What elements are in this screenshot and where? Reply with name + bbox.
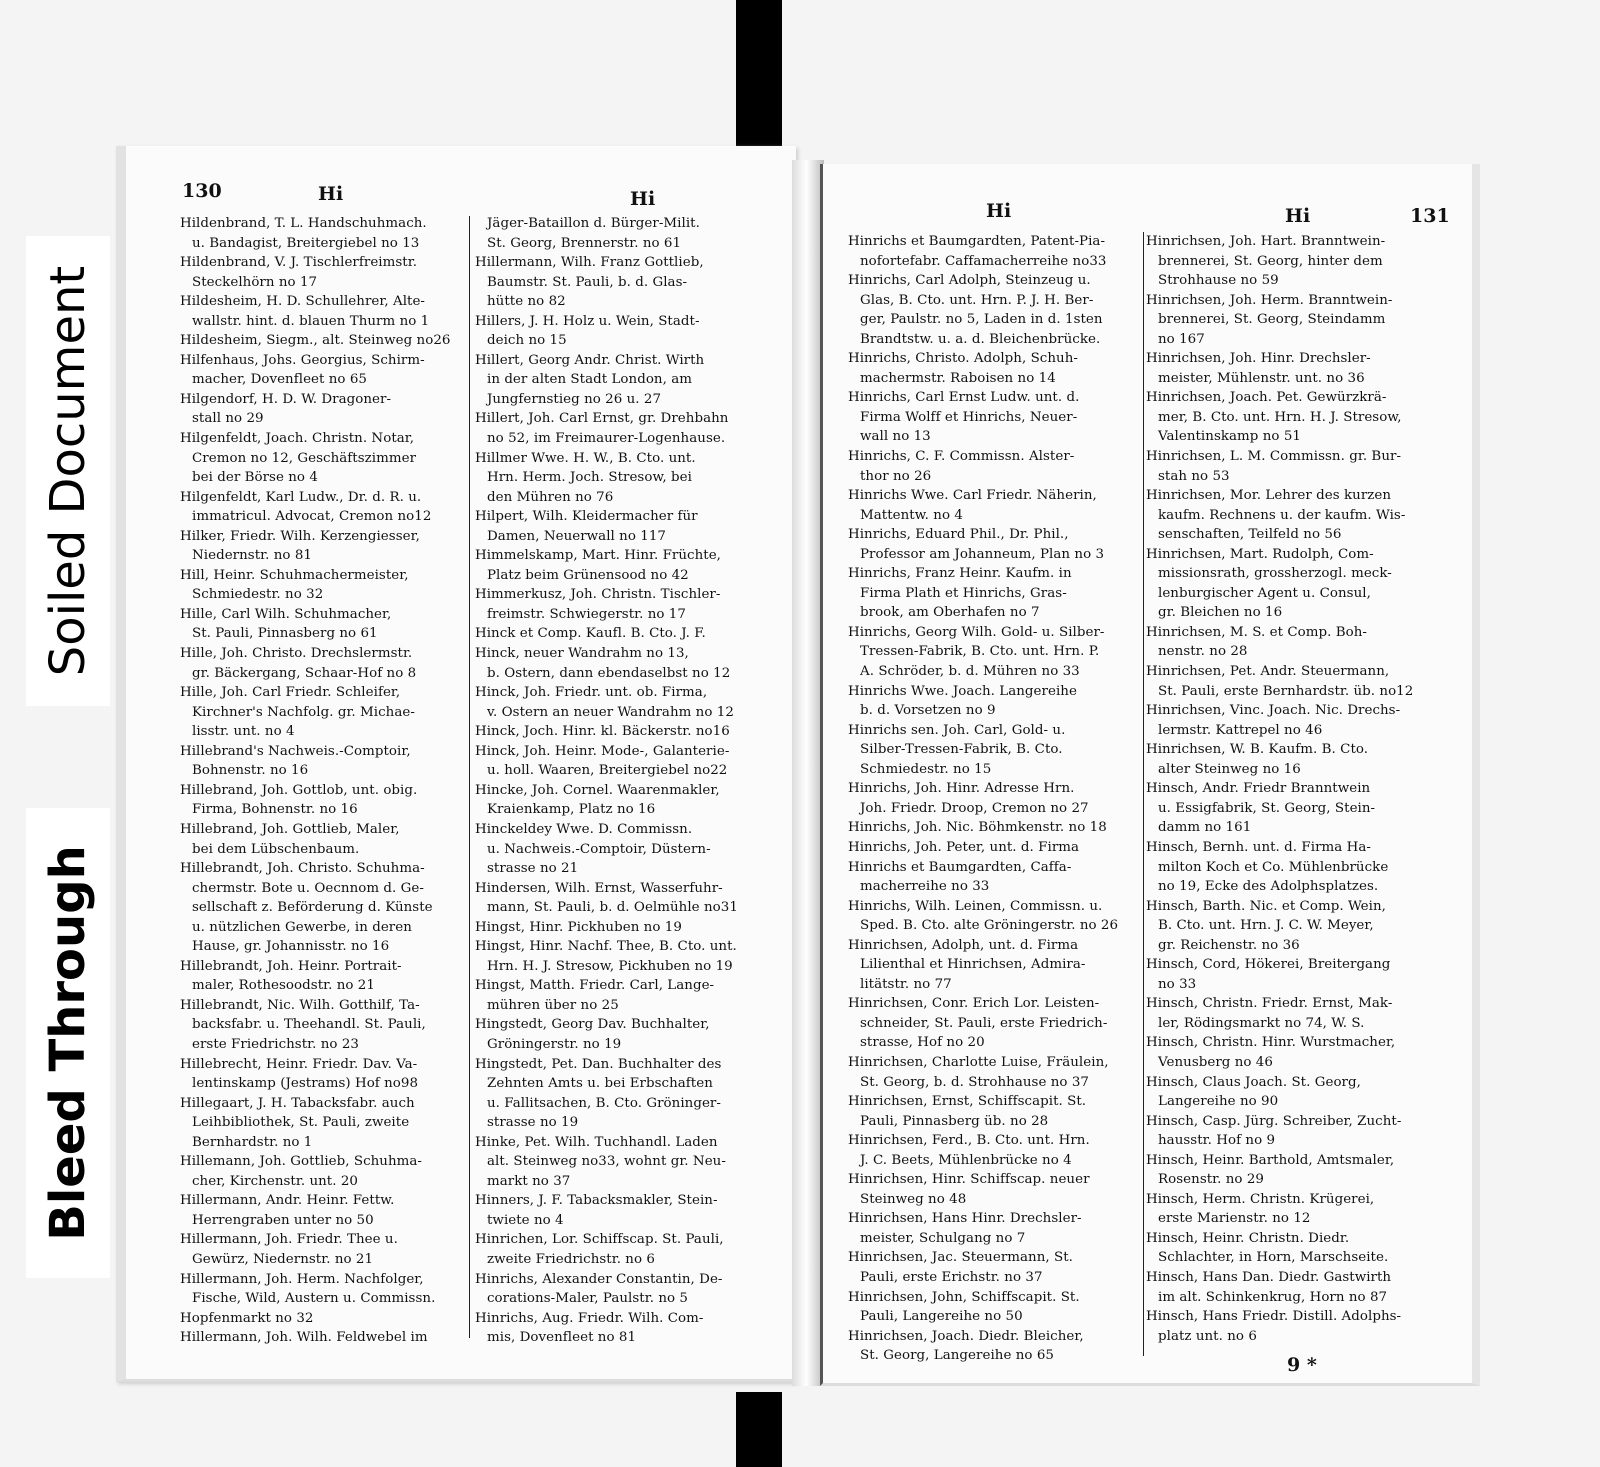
directory-line: hausstr. Hof no 9 <box>1158 1133 1276 1149</box>
directory-line: Himmerkusz, Joh. Christn. Tischler- <box>475 587 721 603</box>
directory-line: J. C. Beets, Mühlenbrücke no 4 <box>860 1152 1072 1168</box>
directory-line: no 167 <box>1158 331 1205 347</box>
directory-line: Schmiedestr. no 15 <box>860 761 992 777</box>
directory-line: Hinsch, Barth. Nic. et Comp. Wein, <box>1146 898 1386 914</box>
directory-line: Hille, Joh. Carl Friedr. Schleifer, <box>180 685 401 701</box>
directory-line: Hinrichs, Christo. Adolph, Schuh- <box>848 351 1078 367</box>
directory-line: Zehnten Amts u. bei Erbschaften <box>487 1076 713 1092</box>
directory-line: Hill, Heinr. Schuhmachermeister, <box>180 567 409 583</box>
directory-line: Hinrichs, Joh. Hinr. Adresse Hrn. <box>848 781 1075 797</box>
directory-line: Hildenbrand, T. L. Handschuhmach. <box>180 216 427 231</box>
directory-line: Hinrichs, Alexander Constantin, De- <box>475 1271 723 1287</box>
directory-line: Mattentw. no 4 <box>860 507 963 523</box>
directory-line: stah no 53 <box>1158 468 1230 484</box>
directory-line: Hincke, Joh. Cornel. Waarenmakler, <box>475 782 720 798</box>
directory-line: Hillmer Wwe. H. W., B. Cto. unt. <box>475 450 696 466</box>
directory-line: Hinsch, Andr. Friedr Branntwein <box>1146 781 1371 797</box>
directory-line: mann, St. Pauli, b. d. Oelmühle no31 <box>487 900 738 916</box>
directory-line: Hillermann, Joh. Wilh. Feldwebel im <box>180 1330 428 1346</box>
directory-line: lentinskamp (Jestrams) Hof no98 <box>192 1076 419 1092</box>
directory-line: Leihbibliothek, St. Pauli, zweite <box>192 1115 410 1131</box>
directory-line: Baumstr. St. Pauli, b. d. Glas- <box>487 274 688 290</box>
directory-line: Hinrichsen, Pet. Andr. Steuermann, <box>1146 664 1390 680</box>
directory-line: Hinrichsen, Hinr. Schiffscap. neuer <box>848 1172 1090 1188</box>
directory-line: Lilienthal et Hinrichsen, Admira- <box>860 957 1086 973</box>
directory-line: Hopfenmarkt no 32 <box>180 1310 314 1326</box>
directory-line: ger, Paulstr. no 5, Laden in d. 1sten <box>860 312 1103 328</box>
directory-line: strasse no 19 <box>487 1115 579 1131</box>
directory-line: macherreihe no 33 <box>860 879 990 895</box>
directory-line: St. Georg, Brennerstr. no 61 <box>487 235 682 251</box>
directory-line: milton Koch et Co. Mühlenbrücke <box>1158 859 1389 875</box>
directory-line: damm no 161 <box>1158 820 1252 836</box>
directory-line: Hinrichs, Carl Adolph, Steinzeug u. <box>848 273 1091 289</box>
directory-line: Firma, Bohnenstr. no 16 <box>192 802 358 818</box>
directory-line: Hinrichsen, M. S. et Comp. Boh- <box>1146 624 1368 640</box>
directory-line: Schmiedestr. no 32 <box>192 587 324 603</box>
directory-line: Hingstedt, Georg Dav. Buchhalter, <box>475 1017 710 1033</box>
directory-line: Damen, Neuerwall no 117 <box>487 528 666 544</box>
directory-line: litätstr. no 77 <box>860 976 952 992</box>
binding-strip-bottom <box>736 1392 782 1467</box>
directory-line: Hinck, Joh. Heinr. Mode-, Galanterie- <box>475 743 730 759</box>
directory-line: schneider, St. Pauli, erste Friedrich- <box>860 1015 1108 1031</box>
directory-line: Jäger-Bataillon d. Bürger-Milit. <box>487 216 700 231</box>
directory-line: nenstr. no 28 <box>1158 644 1248 660</box>
directory-line: corations-Maler, Paulstr. no 5 <box>487 1291 688 1307</box>
right-page-number: 131 <box>1410 205 1450 227</box>
directory-line: Hillebrecht, Heinr. Friedr. Dav. Va- <box>180 1056 418 1072</box>
directory-line: in der alten Stadt London, am <box>487 372 692 388</box>
directory-line: Hinrichsen, Ernst, Schiffscapit. St. <box>848 1094 1087 1110</box>
directory-line: Hinsch, Bernh. unt. d. Firma Ha- <box>1146 839 1371 855</box>
directory-line: strasse, Hof no 20 <box>860 1035 985 1051</box>
directory-line: St. Georg, Langereihe no 65 <box>860 1348 1054 1364</box>
directory-line: Hillegaart, J. H. Tabacksfabr. auch <box>180 1095 415 1111</box>
directory-line: Fische, Wild, Austern u. Commissn. <box>192 1291 436 1307</box>
directory-line: Valentinskamp no 51 <box>1158 429 1301 445</box>
directory-line: Hause, gr. Johannisstr. no 16 <box>192 939 390 955</box>
directory-line: Glas, B. Cto. unt. Hrn. P. J. H. Ber- <box>860 292 1094 308</box>
directory-line: missionsrath, grossherzogl. meck- <box>1158 566 1392 582</box>
directory-line: Hinrichs, Joh. Peter, unt. d. Firma <box>848 839 1080 855</box>
directory-line: Gewürz, Niedernstr. no 21 <box>192 1251 374 1267</box>
directory-line: ler, Rödingsmarkt no 74, W. S. <box>1158 1015 1365 1031</box>
directory-line: lenburgischer Agent u. Consul, <box>1158 585 1371 601</box>
directory-line: freimstr. Schwiegerstr. no 17 <box>487 606 686 622</box>
directory-line: Hillebrand's Nachweis.-Comptoir, <box>180 743 411 759</box>
directory-line: erste Marienstr. no 12 <box>1158 1211 1311 1227</box>
directory-line: Hinsch, Casp. Jürg. Schreiber, Zucht- <box>1146 1113 1402 1129</box>
directory-line: im alt. Schinkenkrug, Horn no 87 <box>1158 1289 1388 1305</box>
right-column-1 <box>848 232 1144 1366</box>
directory-line: Hinrichsen, Joh. Hinr. Drechsler- <box>1146 351 1371 367</box>
bleed-through-label <box>26 808 110 1278</box>
directory-line: Hillebrand, Joh. Gottlieb, Maler, <box>180 821 400 837</box>
directory-line: Platz beim Grünensood no 42 <box>487 567 689 583</box>
directory-line: wall no 13 <box>860 429 931 445</box>
directory-line: Hinrichs, Aug. Friedr. Wilh. Com- <box>475 1310 704 1326</box>
directory-line: Hillebrandt, Nic. Wilh. Gotthilf, Ta- <box>180 997 420 1013</box>
directory-line: Hinrichsen, Joh. Herm. Branntwein- <box>1146 292 1393 308</box>
directory-line: kaufm. Rechnens u. der kaufm. Wis- <box>1158 507 1406 523</box>
directory-line: gr. Reichenstr. no 36 <box>1158 937 1300 953</box>
directory-line: Hinrichs, C. F. Commissn. Alster- <box>848 449 1075 465</box>
directory-line: Bernhardstr. no 1 <box>192 1134 313 1150</box>
directory-line: brennerei, St. Georg, Steindamm <box>1158 312 1386 328</box>
directory-line: Hinsch, Christn. Friedr. Ernst, Mak- <box>1146 996 1393 1012</box>
soiled-document-text: Soiled Document <box>40 265 96 677</box>
bleed-through-text: Bleed Through <box>40 845 96 1241</box>
directory-line: platz unt. no 6 <box>1158 1328 1257 1344</box>
directory-line: lermstr. Kattrepel no 46 <box>1158 722 1323 738</box>
directory-line: Hinrichsen, Jac. Steuermann, St. <box>848 1250 1073 1266</box>
directory-line: no 19, Ecke des Adolphsplatzes. <box>1158 879 1379 895</box>
directory-line: Hilgenfeldt, Joach. Christn. Notar, <box>180 431 415 447</box>
directory-line: Hinrichsen, Charlotte Luise, Fräulein, <box>848 1054 1109 1070</box>
right-running-head-1: Hi <box>986 200 1012 222</box>
directory-line: den Mühren no 76 <box>487 489 614 505</box>
directory-line: Hinrichs, Wilh. Leinen, Commissn. u. <box>848 898 1103 914</box>
directory-line: Hilker, Friedr. Wilh. Kerzengiesser, <box>180 528 420 544</box>
directory-line: Hinsch, Christn. Hinr. Wurstmacher, <box>1146 1035 1396 1051</box>
directory-line: cher, Kirchenstr. unt. 20 <box>192 1173 358 1189</box>
directory-line: Hilgendorf, H. D. W. Dragoner- <box>180 391 392 407</box>
directory-line: Hinrichsen, L. M. Commissn. gr. Bur- <box>1146 449 1402 465</box>
directory-line: Hillermann, Joh. Friedr. Thee u. <box>180 1232 398 1248</box>
directory-line: Hinrichs et Baumgardten, Patent-Pia- <box>848 234 1106 249</box>
directory-line: Hingst, Matth. Friedr. Carl, Lange- <box>475 978 715 994</box>
directory-line: Hingst, Hinr. Nachf. Thee, B. Cto. unt. <box>475 939 737 955</box>
directory-line: Hinckeldey Wwe. D. Commissn. <box>475 821 693 837</box>
directory-line: Hinrichsen, Hans Hinr. Drechsler- <box>848 1211 1082 1227</box>
directory-line: Hinrichs sen. Joh. Carl, Gold- u. <box>848 722 1066 738</box>
directory-line: Schlachter, in Horn, Marschseite. <box>1158 1250 1389 1266</box>
directory-line: Hingstedt, Pet. Dan. Buchhalter des <box>475 1056 722 1072</box>
directory-line: Hrn. H. J. Stresow, Pickhuben no 19 <box>487 958 733 974</box>
directory-line: Hinck, neuer Wandrahm no 13, <box>475 646 689 662</box>
directory-line: erste Friedrichstr. no 23 <box>192 1036 359 1052</box>
directory-line: Brandtstw. u. a. d. Bleichenbrücke. <box>860 331 1101 347</box>
directory-line: Rosenstr. no 29 <box>1158 1172 1264 1188</box>
directory-line: Hinke, Pet. Wilh. Tuchhandl. Laden <box>475 1134 718 1150</box>
directory-line: Hinrichsen, W. B. Kaufm. B. Cto. <box>1146 742 1369 758</box>
directory-line: Strohhause no 59 <box>1158 273 1279 289</box>
directory-line: strasse no 21 <box>487 861 579 877</box>
directory-line: macher, Dovenfleet no 65 <box>192 372 367 388</box>
directory-line: Hillermann, Joh. Herm. Nachfolger, <box>180 1271 424 1287</box>
directory-line: Sped. B. Cto. alte Gröningerstr. no 26 <box>860 918 1119 934</box>
directory-line: Hilgenfeldt, Karl Ludw., Dr. d. R. u. <box>180 489 422 505</box>
directory-line: Tressen-Fabrik, B. Cto. unt. Hrn. P. <box>860 644 1100 660</box>
directory-line: maler, Rothesoodstr. no 21 <box>192 978 375 994</box>
directory-line: thor no 26 <box>860 468 932 484</box>
right-running-head-2: Hi <box>1285 205 1311 227</box>
directory-line: Hinrichsen, Conr. Erich Lor. Leisten- <box>848 996 1100 1012</box>
directory-line: u. nützlichen Gewerbe, in deren <box>192 919 412 935</box>
directory-line: Hillermann, Wilh. Franz Gottlieb, <box>475 255 704 271</box>
directory-line: senschaften, Teilfeld no 56 <box>1158 527 1342 543</box>
directory-line: Hinsch, Hans Dan. Diedr. Gastwirth <box>1146 1269 1392 1285</box>
directory-line: Pauli, Pinnasberg üb. no 28 <box>860 1113 1049 1129</box>
directory-line: mer, B. Cto. unt. Hrn. H. J. Stresow, <box>1158 409 1402 425</box>
directory-line: gr. Bleichen no 16 <box>1158 605 1283 621</box>
directory-line: Hinrichsen, Joh. Hart. Branntwein- <box>1146 234 1386 249</box>
directory-line: St. Georg, b. d. Strohhause no 37 <box>860 1074 1089 1090</box>
right-column-rule <box>1143 232 1144 1356</box>
directory-line: Hinrichs, Franz Heinr. Kaufm. in <box>848 566 1072 582</box>
directory-line: Hildesheim, Siegm., alt. Steinweg no26 <box>180 333 451 349</box>
directory-line: Hrn. Herm. Joch. Stresow, bei <box>487 470 692 486</box>
directory-line: Hillert, Joh. Carl Ernst, gr. Drehbahn <box>475 411 729 427</box>
directory-line: brook, am Oberhafen no 7 <box>860 605 1040 621</box>
directory-line: Hilpert, Wilh. Kleidermacher für <box>475 509 698 525</box>
soiled-document-label <box>26 236 110 706</box>
directory-line: Hinrichs Wwe. Carl Friedr. Näherin, <box>848 488 1097 504</box>
left-column-1 <box>180 214 476 1348</box>
directory-line: Hinrichsen, Adolph, unt. d. Firma <box>848 937 1079 953</box>
directory-line: Hillebrandt, Joh. Christo. Schuhma- <box>180 861 425 877</box>
directory-line: Hinrichsen, John, Schiffscapit. St. <box>848 1289 1080 1305</box>
directory-line: nofortefabr. Caffamacherreihe no33 <box>860 253 1107 269</box>
directory-line: Hinrichs, Georg Wilh. Gold- u. Silber- <box>848 624 1105 640</box>
directory-line: Hillebrandt, Joh. Heinr. Portrait- <box>180 958 402 974</box>
directory-line: lisstr. unt. no 4 <box>192 724 295 740</box>
directory-line: u. Fallitsachen, B. Cto. Gröninger- <box>487 1095 721 1111</box>
directory-line: Steinweg no 48 <box>860 1191 967 1207</box>
right-column-2 <box>1146 232 1458 1346</box>
left-running-head-2: Hi <box>630 188 656 210</box>
directory-line: Firma Plath et Hinrichs, Gras- <box>860 585 1067 601</box>
directory-line: Langereihe no 90 <box>1158 1094 1279 1110</box>
directory-line: Hinrichsen, Joach. Pet. Gewürzkrä- <box>1146 390 1387 406</box>
directory-line: Gröningerstr. no 19 <box>487 1036 622 1052</box>
directory-line: meister, Schulgang no 7 <box>860 1230 1026 1246</box>
directory-line: zweite Friedrichstr. no 6 <box>487 1251 655 1267</box>
directory-line: Hinrichsen, Mart. Rudolph, Com- <box>1146 546 1374 562</box>
directory-line: Hinrichen, Lor. Schiffscap. St. Pauli, <box>475 1232 724 1248</box>
directory-line: b. d. Vorsetzen no 9 <box>860 703 996 719</box>
signature-mark: 9 * <box>1287 1354 1317 1376</box>
directory-line: Hinsch, Hans Friedr. Distill. Adolphs- <box>1146 1309 1402 1325</box>
directory-line: St. Pauli, Pinnasberg no 61 <box>192 626 378 642</box>
directory-line: Hinrichs, Eduard Phil., Dr. Phil., <box>848 527 1069 543</box>
directory-line: Hinsch, Heinr. Christn. Diedr. <box>1146 1230 1350 1246</box>
directory-line: meister, Mühlenstr. unt. no 36 <box>1158 370 1365 386</box>
directory-line: alter Steinweg no 16 <box>1158 761 1301 777</box>
directory-line: chermstr. Bote u. Oecnnom d. Ge- <box>192 880 424 896</box>
directory-line: Hinck, Joch. Hinr. kl. Bäckerstr. no16 <box>475 724 730 740</box>
directory-line: wallstr. hint. d. blauen Thurm no 1 <box>192 313 430 329</box>
directory-line: B. Cto. unt. Hrn. J. C. W. Meyer, <box>1158 918 1374 934</box>
directory-line: backsfabr. u. Theehandl. St. Pauli, <box>192 1017 426 1033</box>
directory-line: Hinrichsen, Vinc. Joach. Nic. Drechs- <box>1146 703 1401 719</box>
directory-line: Cremon no 12, Geschäftszimmer <box>192 450 417 466</box>
directory-line: Venusberg no 46 <box>1158 1054 1273 1070</box>
directory-line: no 52, im Freimaurer-Logenhause. <box>487 431 726 447</box>
directory-line: Hinrichsen, Mor. Lehrer des kurzen <box>1146 488 1392 504</box>
directory-line: Professor am Johanneum, Plan no 3 <box>860 546 1105 562</box>
directory-line: Joh. Friedr. Droop, Cremon no 27 <box>860 800 1089 816</box>
directory-line: Hille, Joh. Christo. Drechslermstr. <box>180 646 413 662</box>
directory-line: Kirchner's Nachfolg. gr. Michae- <box>192 704 415 720</box>
directory-line: Hildenbrand, V. J. Tischlerfreimstr. <box>180 255 418 271</box>
directory-line: Hinrichs et Baumgardten, Caffa- <box>848 859 1072 875</box>
directory-line: b. Ostern, dann ebendaselbst no 12 <box>487 665 731 681</box>
directory-line: machermstr. Raboisen no 14 <box>860 370 1056 386</box>
directory-line: Hinrichs, Carl Ernst Ludw. unt. d. <box>848 390 1080 406</box>
directory-line: stall no 29 <box>192 411 264 427</box>
directory-line: gr. Bäckergang, Schaar-Hof no 8 <box>192 665 417 681</box>
directory-line: Hillebrand, Joh. Gottlob, unt. obig. <box>180 782 418 798</box>
directory-line: Hinck, Joh. Friedr. unt. ob. Firma, <box>475 685 708 701</box>
directory-line: Kraienkamp, Platz no 16 <box>487 802 656 818</box>
directory-line: no 33 <box>1158 976 1197 992</box>
directory-line: Hille, Carl Wilh. Schuhmacher, <box>180 606 392 622</box>
directory-line: bei dem Lübschenbaum. <box>192 841 360 857</box>
directory-line: hütte no 82 <box>487 294 566 310</box>
directory-line: Hinck et Comp. Kaufl. B. Cto. J. F. <box>475 626 706 642</box>
left-column-2 <box>475 214 781 1348</box>
directory-line: Hildesheim, H. D. Schullehrer, Alte- <box>180 294 426 310</box>
left-page-number: 130 <box>182 180 222 202</box>
directory-line: immatricul. Advocat, Cremon no12 <box>192 509 432 525</box>
directory-line: Hinrichs, Joh. Nic. Böhmkenstr. no 18 <box>848 820 1107 836</box>
directory-line: A. Schröder, b. d. Mühren no 33 <box>860 664 1080 680</box>
directory-line: Herrengraben unter no 50 <box>192 1212 374 1228</box>
directory-line: Hillermann, Andr. Heinr. Fettw. <box>180 1193 395 1209</box>
directory-line: Hinrichsen, Ferd., B. Cto. unt. Hrn. <box>848 1133 1090 1149</box>
directory-line: St. Pauli, erste Bernhardstr. üb. no12 <box>1158 683 1414 699</box>
directory-line: Bohnenstr. no 16 <box>192 763 309 779</box>
directory-line: v. Ostern an neuer Wandrahm no 12 <box>487 704 734 720</box>
directory-line: Hillert, Georg Andr. Christ. Wirth <box>475 352 705 368</box>
directory-line: mühren über no 25 <box>487 997 619 1013</box>
directory-line: brennerei, St. Georg, hinter dem <box>1158 253 1383 269</box>
directory-line: Hinsch, Cord, Hökerei, Breitergang <box>1146 957 1391 973</box>
directory-line: u. Essigfabrik, St. Georg, Stein- <box>1158 800 1376 816</box>
binding-strip-top <box>736 0 782 168</box>
left-running-head-1: Hi <box>318 183 344 205</box>
directory-line: u. holl. Waaren, Breitergiebel no22 <box>487 763 728 779</box>
directory-line: Hilfenhaus, Johs. Georgius, Schirm- <box>180 352 425 368</box>
directory-line: Himmelskamp, Mart. Hinr. Früchte, <box>475 548 721 564</box>
directory-line: bei der Börse no 4 <box>192 470 318 486</box>
directory-line: deich no 15 <box>487 333 567 349</box>
directory-line: Hinsch, Heinr. Barthold, Amtsmaler, <box>1146 1152 1395 1168</box>
directory-line: markt no 37 <box>487 1173 571 1189</box>
directory-line: Hillers, J. H. Holz u. Wein, Stadt- <box>475 313 700 329</box>
directory-line: Silber-Tressen-Fabrik, B. Cto. <box>860 742 1063 758</box>
directory-line: Hingst, Hinr. Pickhuben no 19 <box>475 919 682 935</box>
directory-line: Hindersen, Wilh. Ernst, Wasserfuhr- <box>475 880 723 896</box>
directory-line: Hinrichsen, Joach. Diedr. Bleicher, <box>848 1328 1084 1344</box>
directory-line: Hinsch, Claus Joach. St. Georg, <box>1146 1074 1361 1090</box>
directory-line: mis, Dovenfleet no 81 <box>487 1330 637 1346</box>
directory-line: Hillemann, Joh. Gottlieb, Schuhma- <box>180 1154 423 1170</box>
directory-line: sellschaft z. Beförderung d. Künste <box>192 900 433 916</box>
directory-line: u. Bandagist, Breitergiebel no 13 <box>192 235 420 251</box>
directory-line: alt. Steinweg no33, wohnt gr. Neu- <box>487 1154 726 1170</box>
directory-line: Hinrichs Wwe. Joach. Langereihe <box>848 683 1077 699</box>
directory-line: Steckelhörn no 17 <box>192 274 318 290</box>
directory-line: u. Nachweis.-Comptoir, Düstern- <box>487 841 711 857</box>
directory-line: Jungfernstieg no 26 u. 27 <box>487 391 662 407</box>
directory-line: Pauli, Langereihe no 50 <box>860 1309 1023 1325</box>
directory-line: Firma Wolff et Hinrichs, Neuer- <box>860 409 1078 425</box>
left-column-rule <box>469 216 470 1338</box>
directory-line: Niedernstr. no 81 <box>192 548 312 564</box>
directory-line: Hinsch, Herm. Christn. Krügerei, <box>1146 1191 1375 1207</box>
directory-line: twiete no 4 <box>487 1212 564 1228</box>
directory-line: Pauli, erste Erichstr. no 37 <box>860 1269 1043 1285</box>
directory-line: Hinners, J. F. Tabacksmakler, Stein- <box>475 1193 718 1209</box>
